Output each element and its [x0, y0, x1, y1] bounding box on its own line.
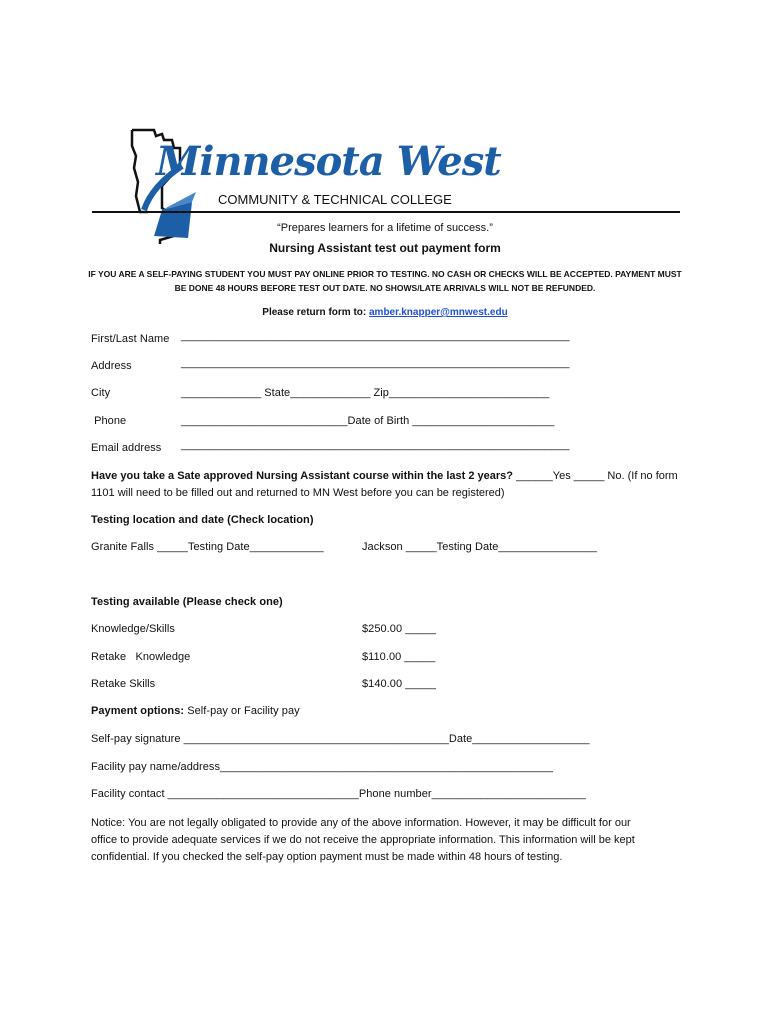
- notice-line-2: office to provide adequate services if we do not receive the appropriate information. This information will be kept: [91, 834, 635, 846]
- address-label: Address: [91, 360, 132, 372]
- return-instruction: [0, 307, 770, 318]
- name-label: First/Last Name: [91, 333, 170, 345]
- option-price-checkbox[interactable]: $250.00 _____: [362, 623, 437, 635]
- notice: [91, 815, 691, 866]
- option-price-checkbox[interactable]: $110.00 _____: [362, 651, 436, 663]
- return-email-link[interactable]: amber.knapper@mnwest.edu: [369, 307, 508, 318]
- warning-line-2: BE DONE 48 HOURS BEFORE TEST OUT DATE. NO SHOWS/LATE ARRIVALS WILL NOT BE REFUNDED.: [174, 283, 596, 293]
- warning-line-1: IF YOU ARE A SELF-PAYING STUDENT YOU MUST PAY ONLINE PRIOR TO TESTING. NO CASH OR CHECKS WILL BE ACCEPTED. PAYMENT MUST: [88, 269, 682, 279]
- phone-dob-field[interactable]: ___________________________Date of Birth _______________________: [181, 415, 555, 427]
- notice-line-3: confidential. If you checked the self-pay option payment must be made within 48 hours of testing.: [91, 851, 563, 863]
- option-label: Retake Skills: [91, 678, 156, 690]
- testing-available-heading: Testing available (Please check one): [91, 596, 283, 608]
- header-divider: [92, 211, 680, 213]
- course-question-bold: Have you take a Sate approved Nursing Assistant course within the last 2 years?: [91, 470, 514, 482]
- selfpay-signature-field[interactable]: Self-pay signature ___________________________________________Date___________________: [91, 733, 590, 745]
- logo-wordmark: Minnesota West: [156, 138, 501, 185]
- payment-options-label: Payment options:: [91, 705, 185, 717]
- jackson-option[interactable]: Jackson _____Testing Date________________: [362, 541, 598, 553]
- address-field[interactable]: _______________________________________________________________: [181, 357, 570, 369]
- phone-label: Phone: [91, 415, 127, 427]
- logo-subtitle: COMMUNITY & TECHNICAL COLLEGE: [218, 192, 452, 207]
- course-question-line-2: 1101 will need to be filled out and returned to MN West before you can be registered): [91, 487, 505, 499]
- option-label: Knowledge/Skills: [91, 623, 175, 635]
- granite-falls-option[interactable]: Granite Falls _____Testing Date____________: [91, 541, 324, 553]
- notice-line-1: Notice: You are not legally obligated to provide any of the above information. However, it may be difficult for our: [91, 817, 631, 829]
- payment-warning: [88, 267, 682, 295]
- option-label: Retake Knowledge: [91, 651, 191, 663]
- facility-name-field[interactable]: Facility pay name/address______________________________________________________: [91, 761, 554, 773]
- course-question: [91, 468, 691, 502]
- return-label: Please return form to:: [262, 307, 369, 318]
- payment-options-values: Self-pay or Facility pay: [184, 705, 300, 717]
- form-title: Nursing Assistant test out payment form: [269, 241, 501, 255]
- city-label: City: [91, 387, 111, 399]
- payment-options: [91, 705, 300, 717]
- email-label: Email address: [91, 442, 162, 454]
- facility-contact-field[interactable]: Facility contact _______________________________Phone number_________________________: [91, 788, 586, 800]
- email-field[interactable]: _______________________________________________________________: [181, 439, 570, 451]
- name-field[interactable]: _______________________________________________________________: [181, 330, 570, 342]
- tagline: “Prepares learners for a lifetime of success.”: [277, 222, 493, 234]
- city-state-zip-field[interactable]: _____________ State_____________ Zip__________________________: [181, 387, 550, 399]
- testing-location-heading: Testing location and date (Check location): [91, 514, 314, 526]
- course-question-options[interactable]: ______Yes _____ No. (If no form: [513, 470, 678, 482]
- option-price-checkbox[interactable]: $140.00 _____: [362, 678, 437, 690]
